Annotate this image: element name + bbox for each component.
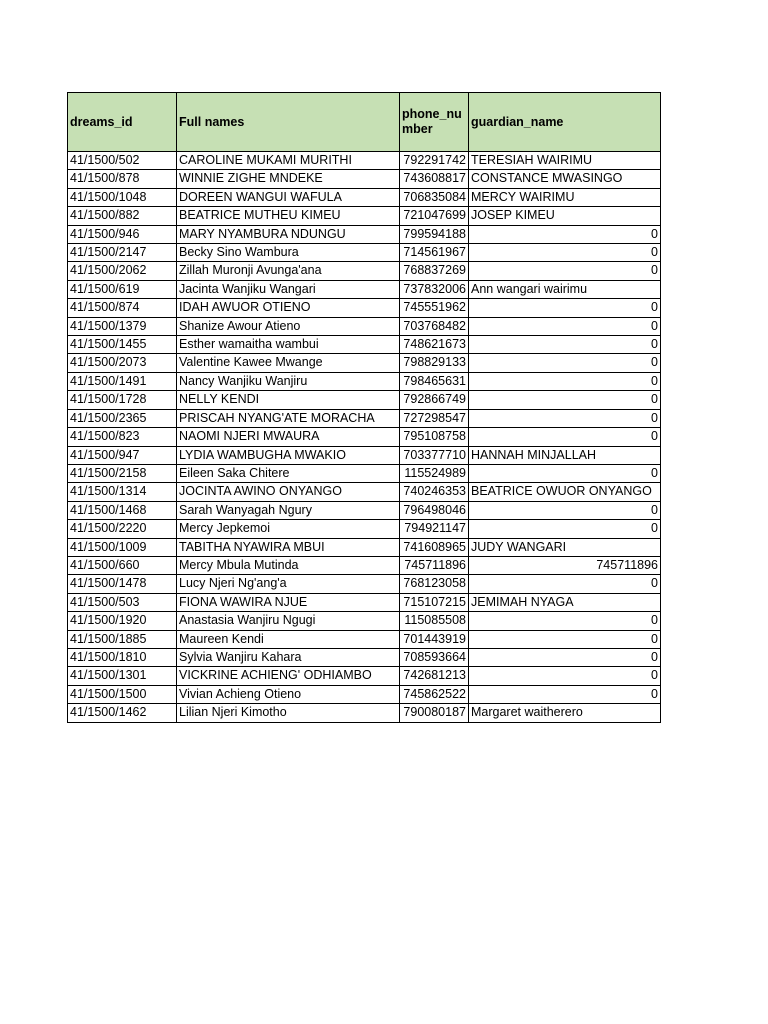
guardian-name-cell: 0 [469,685,661,703]
dreams-id-cell: 41/1500/1455 [68,336,177,354]
full-name-cell: NAOMI NJERI MWAURA [177,428,400,446]
guardian-name-cell: BEATRICE OWUOR ONYANGO [469,483,661,501]
dreams-id-cell: 41/1500/2158 [68,464,177,482]
table-row [68,464,661,482]
dreams-id-cell: 41/1500/1468 [68,501,177,519]
dreams-id-cell: 41/1500/2073 [68,354,177,372]
guardian-name-cell: 0 [469,575,661,593]
full-name-cell: WINNIE ZIGHE MNDEKE [177,170,400,188]
table-row [68,612,661,630]
guardian-name-cell: 0 [469,667,661,685]
phone-number-cell: 715107215 [400,593,469,611]
dreams-id-cell: 41/1500/2147 [68,244,177,262]
phone-number-cell: 795108758 [400,428,469,446]
dreams-id-cell: 41/1500/878 [68,170,177,188]
guardian-name-cell: MERCY WAIRIMU [469,188,661,206]
full-name-cell: Anastasia Wanjiru Ngugi [177,612,400,630]
phone-number-cell: 794921147 [400,520,469,538]
guardian-name-cell: 0 [469,630,661,648]
full-name-cell: Maureen Kendi [177,630,400,648]
guardian-name-cell: TERESIAH WAIRIMU [469,152,661,170]
guardian-name-cell: JUDY WANGARI [469,538,661,556]
dreams-id-cell: 41/1500/1379 [68,317,177,335]
guardian-name-cell: 0 [469,299,661,317]
table-row [68,170,661,188]
header-guardian-name: guardian_name [469,93,661,152]
dreams-id-cell: 41/1500/502 [68,152,177,170]
table-row [68,299,661,317]
guardian-name-cell: JEMIMAH NYAGA [469,593,661,611]
phone-number-cell: 703377710 [400,446,469,464]
phone-number-cell: 792291742 [400,152,469,170]
phone-number-cell: 706835084 [400,188,469,206]
table-row [68,501,661,519]
phone-number-cell: 727298547 [400,409,469,427]
dreams-id-cell: 41/1500/1048 [68,188,177,206]
phone-number-cell: 115524989 [400,464,469,482]
phone-number-cell: 748621673 [400,336,469,354]
phone-number-cell: 745862522 [400,685,469,703]
dreams-id-cell: 41/1500/2062 [68,262,177,280]
dreams-id-cell: 41/1500/660 [68,556,177,574]
phone-number-cell: 737832006 [400,280,469,298]
dreams-id-cell: 41/1500/1478 [68,575,177,593]
table-row [68,188,661,206]
guardian-name-cell: CONSTANCE MWASINGO [469,170,661,188]
table-row [68,391,661,409]
guardian-name-cell: Ann wangari wairimu [469,280,661,298]
dreams-id-cell: 41/1500/947 [68,446,177,464]
dreams-id-cell: 41/1500/946 [68,225,177,243]
table-body [68,152,661,723]
dreams-id-cell: 41/1500/1314 [68,483,177,501]
dreams-id-cell: 41/1500/1462 [68,704,177,722]
phone-number-cell: 703768482 [400,317,469,335]
table-row [68,630,661,648]
guardian-name-cell: 0 [469,354,661,372]
table-row [68,538,661,556]
phone-number-cell: 790080187 [400,704,469,722]
full-name-cell: MARY NYAMBURA NDUNGU [177,225,400,243]
data-table [67,92,661,723]
header-row [68,93,661,152]
dreams-id-cell: 41/1500/1491 [68,372,177,390]
table-row [68,262,661,280]
table-row [68,207,661,225]
full-name-cell: Eileen Saka Chitere [177,464,400,482]
guardian-name-cell: JOSEP KIMEU [469,207,661,225]
full-name-cell: FIONA WAWIRA NJUE [177,593,400,611]
table-row [68,685,661,703]
table-row [68,280,661,298]
header-full-names: Full names [177,93,400,152]
full-name-cell: Mercy Jepkemoi [177,520,400,538]
table-row [68,593,661,611]
full-name-cell: LYDIA WAMBUGHA MWAKIO [177,446,400,464]
guardian-name-cell: 0 [469,391,661,409]
dreams-id-cell: 41/1500/1810 [68,648,177,666]
table-row [68,336,661,354]
guardian-name-cell: 0 [469,464,661,482]
guardian-name-cell: 0 [469,262,661,280]
table-row [68,483,661,501]
table-row [68,372,661,390]
phone-number-cell: 708593664 [400,648,469,666]
full-name-cell: JOCINTA AWINO ONYANGO [177,483,400,501]
dreams-id-cell: 41/1500/874 [68,299,177,317]
table-row [68,354,661,372]
full-name-cell: IDAH AWUOR OTIENO [177,299,400,317]
guardian-name-cell: 0 [469,372,661,390]
full-name-cell: BEATRICE MUTHEU KIMEU [177,207,400,225]
guardian-name-cell: 745711896 [469,556,661,574]
guardian-name-cell: 0 [469,648,661,666]
dreams-id-cell: 41/1500/1301 [68,667,177,685]
table-row [68,667,661,685]
full-name-cell: Valentine Kawee Mwange [177,354,400,372]
table-row [68,244,661,262]
guardian-name-cell: 0 [469,428,661,446]
guardian-name-cell: 0 [469,225,661,243]
table-row [68,225,661,243]
full-name-cell: TABITHA NYAWIRA MBUI [177,538,400,556]
guardian-name-cell: Margaret waitherero [469,704,661,722]
dreams-id-cell: 41/1500/1500 [68,685,177,703]
full-name-cell: Esther wamaitha wambui [177,336,400,354]
dreams-id-cell: 41/1500/619 [68,280,177,298]
phone-number-cell: 792866749 [400,391,469,409]
full-name-cell: Lucy Njeri Ng'ang'a [177,575,400,593]
full-name-cell: CAROLINE MUKAMI MURITHI [177,152,400,170]
guardian-name-cell: HANNAH MINJALLAH [469,446,661,464]
dreams-id-cell: 41/1500/1728 [68,391,177,409]
full-name-cell: Lilian Njeri Kimotho [177,704,400,722]
phone-number-cell: 701443919 [400,630,469,648]
full-name-cell: Jacinta Wanjiku Wangari [177,280,400,298]
phone-number-cell: 745711896 [400,556,469,574]
guardian-name-cell: 0 [469,336,661,354]
guardian-name-cell: 0 [469,501,661,519]
guardian-name-cell: 0 [469,612,661,630]
table-row [68,520,661,538]
header-phone-number: phone_number [400,93,469,152]
phone-number-cell: 796498046 [400,501,469,519]
guardian-name-cell: 0 [469,520,661,538]
phone-number-cell: 798465631 [400,372,469,390]
full-name-cell: Shanize Awour Atieno [177,317,400,335]
full-name-cell: Vivian Achieng Otieno [177,685,400,703]
table-row [68,409,661,427]
full-name-cell: Sylvia Wanjiru Kahara [177,648,400,666]
dreams-id-cell: 41/1500/823 [68,428,177,446]
table-row [68,446,661,464]
phone-number-cell: 799594188 [400,225,469,243]
table-row [68,556,661,574]
dreams-id-cell: 41/1500/2220 [68,520,177,538]
table-row [68,152,661,170]
table-row [68,317,661,335]
phone-number-cell: 714561967 [400,244,469,262]
full-name-cell: PRISCAH NYANG'ATE MORACHA [177,409,400,427]
dreams-id-cell: 41/1500/503 [68,593,177,611]
table-row [68,704,661,722]
phone-number-cell: 721047699 [400,207,469,225]
table-row [68,648,661,666]
full-name-cell: NELLY KENDI [177,391,400,409]
phone-number-cell: 741608965 [400,538,469,556]
dreams-id-cell: 41/1500/2365 [68,409,177,427]
phone-number-cell: 115085508 [400,612,469,630]
dreams-id-cell: 41/1500/1920 [68,612,177,630]
full-name-cell: Mercy Mbula Mutinda [177,556,400,574]
guardian-name-cell: 0 [469,317,661,335]
phone-number-cell: 798829133 [400,354,469,372]
guardian-name-cell: 0 [469,244,661,262]
table-row [68,575,661,593]
phone-number-cell: 768123058 [400,575,469,593]
phone-number-cell: 768837269 [400,262,469,280]
full-name-cell: Nancy Wanjiku Wanjiru [177,372,400,390]
dreams-id-cell: 41/1500/882 [68,207,177,225]
full-name-cell: DOREEN WANGUI WAFULA [177,188,400,206]
header-dreams-id: dreams_id [68,93,177,152]
phone-number-cell: 740246353 [400,483,469,501]
dreams-id-cell: 41/1500/1885 [68,630,177,648]
full-name-cell: VICKRINE ACHIENG' ODHIAMBO [177,667,400,685]
full-name-cell: Sarah Wanyagah Ngury [177,501,400,519]
guardian-name-cell: 0 [469,409,661,427]
table-row [68,428,661,446]
phone-number-cell: 743608817 [400,170,469,188]
phone-number-cell: 745551962 [400,299,469,317]
full-name-cell: Zillah Muronji Avunga'ana [177,262,400,280]
full-name-cell: Becky Sino Wambura [177,244,400,262]
phone-number-cell: 742681213 [400,667,469,685]
dreams-id-cell: 41/1500/1009 [68,538,177,556]
